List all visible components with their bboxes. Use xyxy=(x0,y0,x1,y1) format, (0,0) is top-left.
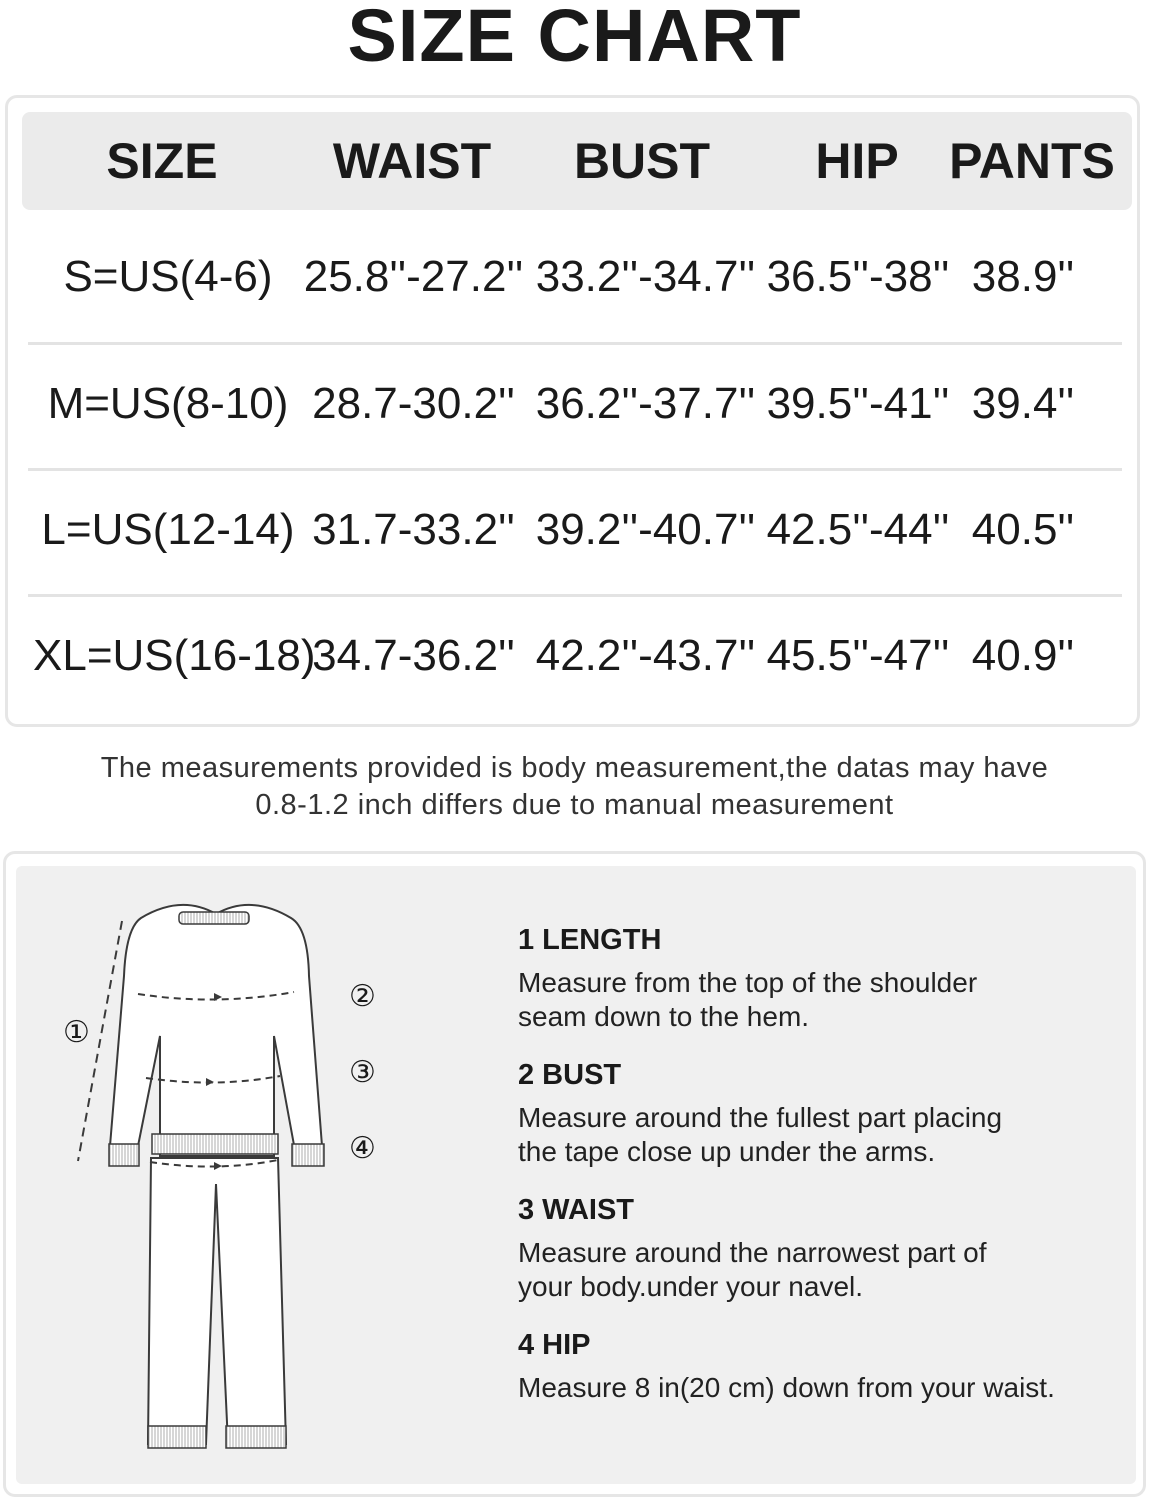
cell-waist: 25.8''-27.2'' xyxy=(303,252,524,301)
measurement-note-line1: The measurements provided is body measurement,the datas may have xyxy=(100,752,1049,784)
header-hip: HIP xyxy=(815,133,899,189)
hip-title: 4 HIP xyxy=(518,1329,591,1361)
cell-bust: 36.2''-37.7'' xyxy=(535,379,756,428)
marker-1: ① xyxy=(63,1015,90,1050)
table-row xyxy=(8,592,1143,719)
marker-3: ③ xyxy=(349,1055,376,1090)
cell-hip: 39.5''-41'' xyxy=(766,379,950,428)
waist-desc-line2: your body.under your navel. xyxy=(518,1271,864,1302)
hip-desc-line1: Measure 8 in(20 cm) down from your waist. xyxy=(518,1372,1055,1403)
header-size: SIZE xyxy=(106,133,218,189)
cell-size: S=US(4-6) xyxy=(63,252,273,301)
length-desc-line2: seam down to the hem. xyxy=(518,1001,810,1032)
cell-bust: 33.2''-34.7'' xyxy=(535,252,756,301)
header-waist: WAIST xyxy=(332,133,492,189)
pants-outline xyxy=(148,1158,286,1448)
cell-pants: 40.5'' xyxy=(971,505,1075,554)
shirt-outline xyxy=(109,905,324,1166)
bust-desc-line1: Measure around the fullest part placing xyxy=(518,1102,1003,1133)
bust-desc-line2: the tape close up under the arms. xyxy=(518,1136,936,1167)
cell-size: XL=US(16-18) xyxy=(33,631,316,680)
size-table xyxy=(5,95,1140,727)
table-row xyxy=(8,466,1143,593)
length-title: 1 LENGTH xyxy=(518,924,662,956)
header-pants: PANTS xyxy=(949,133,1115,189)
table-row xyxy=(8,213,1143,340)
cell-waist: 31.7-33.2'' xyxy=(312,505,515,554)
header-bust: BUST xyxy=(573,133,711,189)
cell-waist: 28.7-30.2'' xyxy=(312,379,515,428)
length-desc-line1: Measure from the top of the shoulder xyxy=(518,967,978,998)
table-header xyxy=(22,112,1132,210)
bust-title: 2 BUST xyxy=(518,1059,622,1091)
cell-pants: 39.4'' xyxy=(971,379,1075,428)
pajama-diagram xyxy=(16,866,496,1484)
cell-bust: 42.2''-43.7'' xyxy=(535,631,756,680)
page-title: SIZE CHART xyxy=(347,0,802,77)
cell-size: M=US(8-10) xyxy=(47,379,289,428)
cell-pants: 40.9'' xyxy=(971,631,1075,680)
cell-hip: 36.5''-38'' xyxy=(766,252,950,301)
cell-waist: 34.7-36.2'' xyxy=(312,631,515,680)
cell-size: L=US(12-14) xyxy=(41,505,295,554)
marker-4: ④ xyxy=(349,1131,376,1166)
cell-hip: 45.5''-47'' xyxy=(766,631,950,680)
measurement-note-line2: 0.8-1.2 inch differs due to manual measurement xyxy=(255,789,894,821)
waist-desc-line1: Measure around the narrowest part of xyxy=(518,1237,987,1268)
marker-2: ② xyxy=(349,979,376,1014)
cell-bust: 39.2''-40.7'' xyxy=(535,505,756,554)
cell-hip: 42.5''-44'' xyxy=(766,505,950,554)
waist-title: 3 WAIST xyxy=(518,1194,635,1226)
cell-pants: 38.9'' xyxy=(971,252,1075,301)
table-row xyxy=(8,340,1143,467)
